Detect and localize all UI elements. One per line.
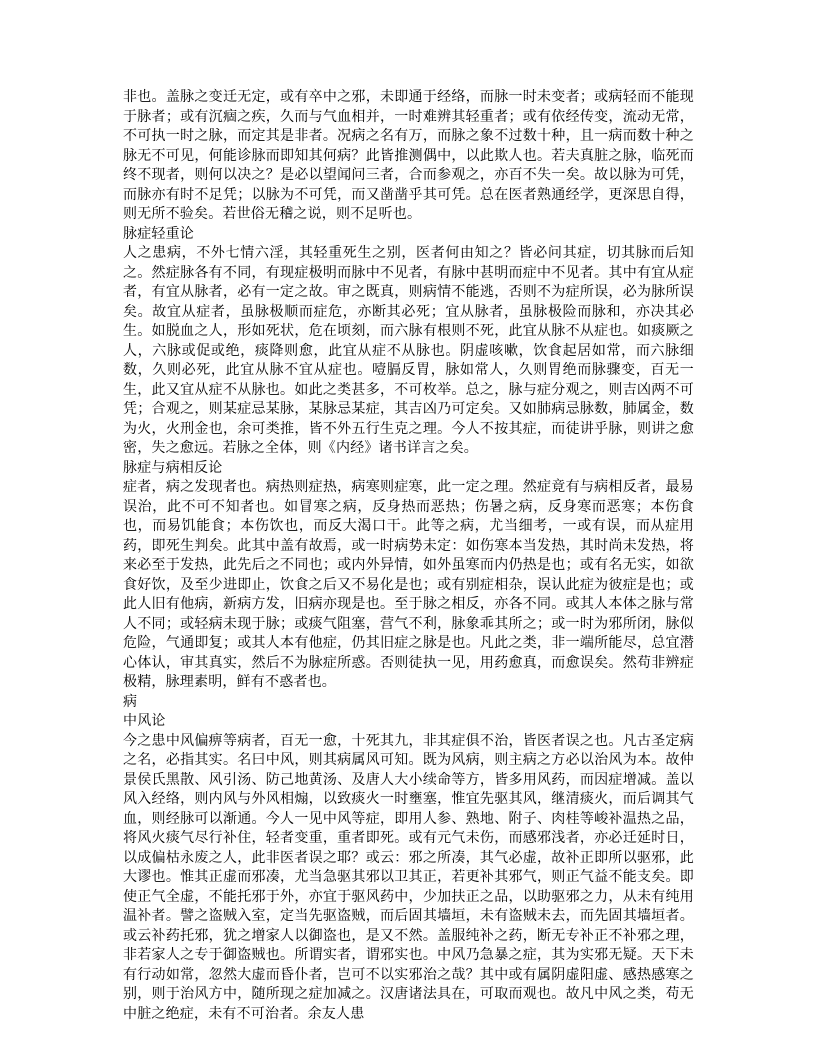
- section-heading-mai-zheng-yu-bing-xiang-fan-lun: 脉症与病相反论: [123, 460, 223, 476]
- section-heading-bing: 病: [123, 694, 138, 710]
- paragraph-mai-zheng-yu-bing-xiang-fan-lun: 症者，病之发现者也。病热则症热，病寒则症寒，此一定之理。然症竟有与病相反者，最易误治，此不可不知者也。如冒寒之病，反身热而恶热；伤暑之病，反身寒而恶寒；本伤食也，而易饥能食；本伤饮也，而反大渴口干。此等之病，尤当细考，一或有误，而从症用药，即死生判矣。此其中盖有故焉，或一时病势未定：如伤寒本当发热，其时尚未发热，将来必至于发热，此先后之不同也；或内外异情，如外虽寒而内仍热是也；或有名无实，如欲食好饮，及至少进即止，饮食之后又不易化是也；或有别症相杂，误认此症为彼症是也；或此人旧有他病，新病方发，旧病亦现是也。至于脉之相反，亦各不同。或其人本体之脉与常人不同；或轻病未现于脉；或痰气阻塞，营气不利，脉象乖其所之；或一时为邪所闭，脉似危险，气通即复；或其人本有他症，仍其旧症之脉是也。凡此之类，非一端所能尽，总宜潜心体认，审其真实，然后不为脉症所惑。否则徒执一见，用药愈真，而愈误矣。然苟非辨症极精，脉理素明，鲜有不惑者也。: [123, 480, 694, 690]
- section-heading-zhong-feng-lun: 中风论: [123, 714, 166, 729]
- paragraph-mai-zheng-qing-zhong-lun: 人之患病，不外七情六淫，其轻重死生之别，医者何由知之？皆必问其症，切其脉而后知之。然症脉各有不同，有现症极明而脉中不见者，有脉中甚明而症中不见者。其中有宜从症者，有宜从脉者，必有一定之故。审之既真，则病情不能逃，否则不为症所误，必为脉所误矣。故宜从症者，虽脉极顺而症危，亦断其必死；宜从脉者，虽脉极险而脉和，亦决其必生。如脱血之人，形如死状，危在顷刻，而六脉有根则不死，此宜从脉不从症也。如痰厥之人，六脉或促或绝，痰降则愈，此宜从症不从脉也。阴虚咳嗽，饮食起居如常，而六脉细数，久则必死，此宜从脉不宜从症也。噎膈反胃，脉如常人，久则胃绝而脉骤变，百无一生，此又宜从症不从脉也。如此之类甚多，不可枚举。总之，脉与症分观之，则吉凶两不可凭；合观之，则某症忌某脉，某脉忌某症，其吉凶乃可定矣。又如肺病忌脉数，肺属金，数为火，火刑金也，余可类推，皆不外五行生克之理。今人不按其症，而徒讲乎脉，则讲之愈密，失之愈远。若脉之全体，则《内经》诸书详言之矣。: [123, 246, 694, 456]
- paragraph-zhong-feng-lun: 今之患中风偏痹等病者，百无一愈，十死其九，非其症俱不治，皆医者误之也。凡古圣定病之名，必指其实。名曰中风，则其病属风可知。既为风病，则主病之方必以治风为本。故仲景侯氏黑散、风引汤、防己地黄汤、及唐人大小续命等方，皆多用风药，而因症增减。盖以风入经络，则内风与外风相煽，以致痰火一时壅塞，惟宜先驱其风，继清痰火，而后调其气血，则经脉可以渐通。今人一见中风等症，即用人参、熟地、附子、肉桂等峻补温热之品，将风火痰气尽行补住，轻者变重，重者即死。或有元气未伤，而感邪浅者，亦必迁延时日，以成偏枯永废之人，此非医者误之耶？或云：邪之所凑，其气必虚，故补正即所以驱邪，此大谬也。惟其正虚而邪凑，尤当急驱其邪以卫其正，若更补其邪气，则正气益不能支矣。即使正气全虚，不能托邪于外，亦宜于驱风药中，少加扶正之品，以助驱邪之力，从未有纯用温补者。譬之盗贼入室，定当先驱盗贼，而后固其墙垣，未有盗贼未去，而先固其墙垣者。或云补药托邪，犹之增家人以御盗也，是又不然。盖服纯补之药，断无专补正不补邪之理，非若家人之专于御盗贼也。所谓实者，谓邪实也。中风乃急暴之症，其为实邪无疑。天下未有行动如常，忽然大虚而昏仆者，岂可不以实邪治之哉？其中或有属阴虚阳虚、感热感寒之别，则于治风方中，随所现之症加减之。汉唐诸法具在，可取而观也。故凡中风之类，苟无中脏之绝症，未有不可治者。余友人患: [123, 733, 694, 1022]
- paragraph-pulse-diagnosis-conclusion: 非也。盖脉之变迁无定，或有卒中之邪，未即通于经络，而脉一时未变者；或病轻而不能现于脉者；或有沉痼之疾，久而与气血相并，一时难辨其轻重者；或有依经传变，流动无常，不可执一时之脉，而定其是非者。况病之名有万，而脉之象不过数十种，且一病而数十种之脉无不可见，何能诊脉而即知其何病？此皆推测偶中，以此欺人也。若夫真脏之脉，临死而终不现者，则何以决之？是必以望闻问三者，合而参观之，亦百不失一矣。故以脉为可凭，而脉亦有时不足凭；以脉为不可凭，而又凿凿乎其可凭。总在医者熟通经学，更深思自得，则无所不验矣。若世俗无稽之说，则不足听也。: [123, 90, 694, 222]
- section-heading-mai-zheng-qing-zhong-lun: 脉症轻重论: [123, 226, 194, 242]
